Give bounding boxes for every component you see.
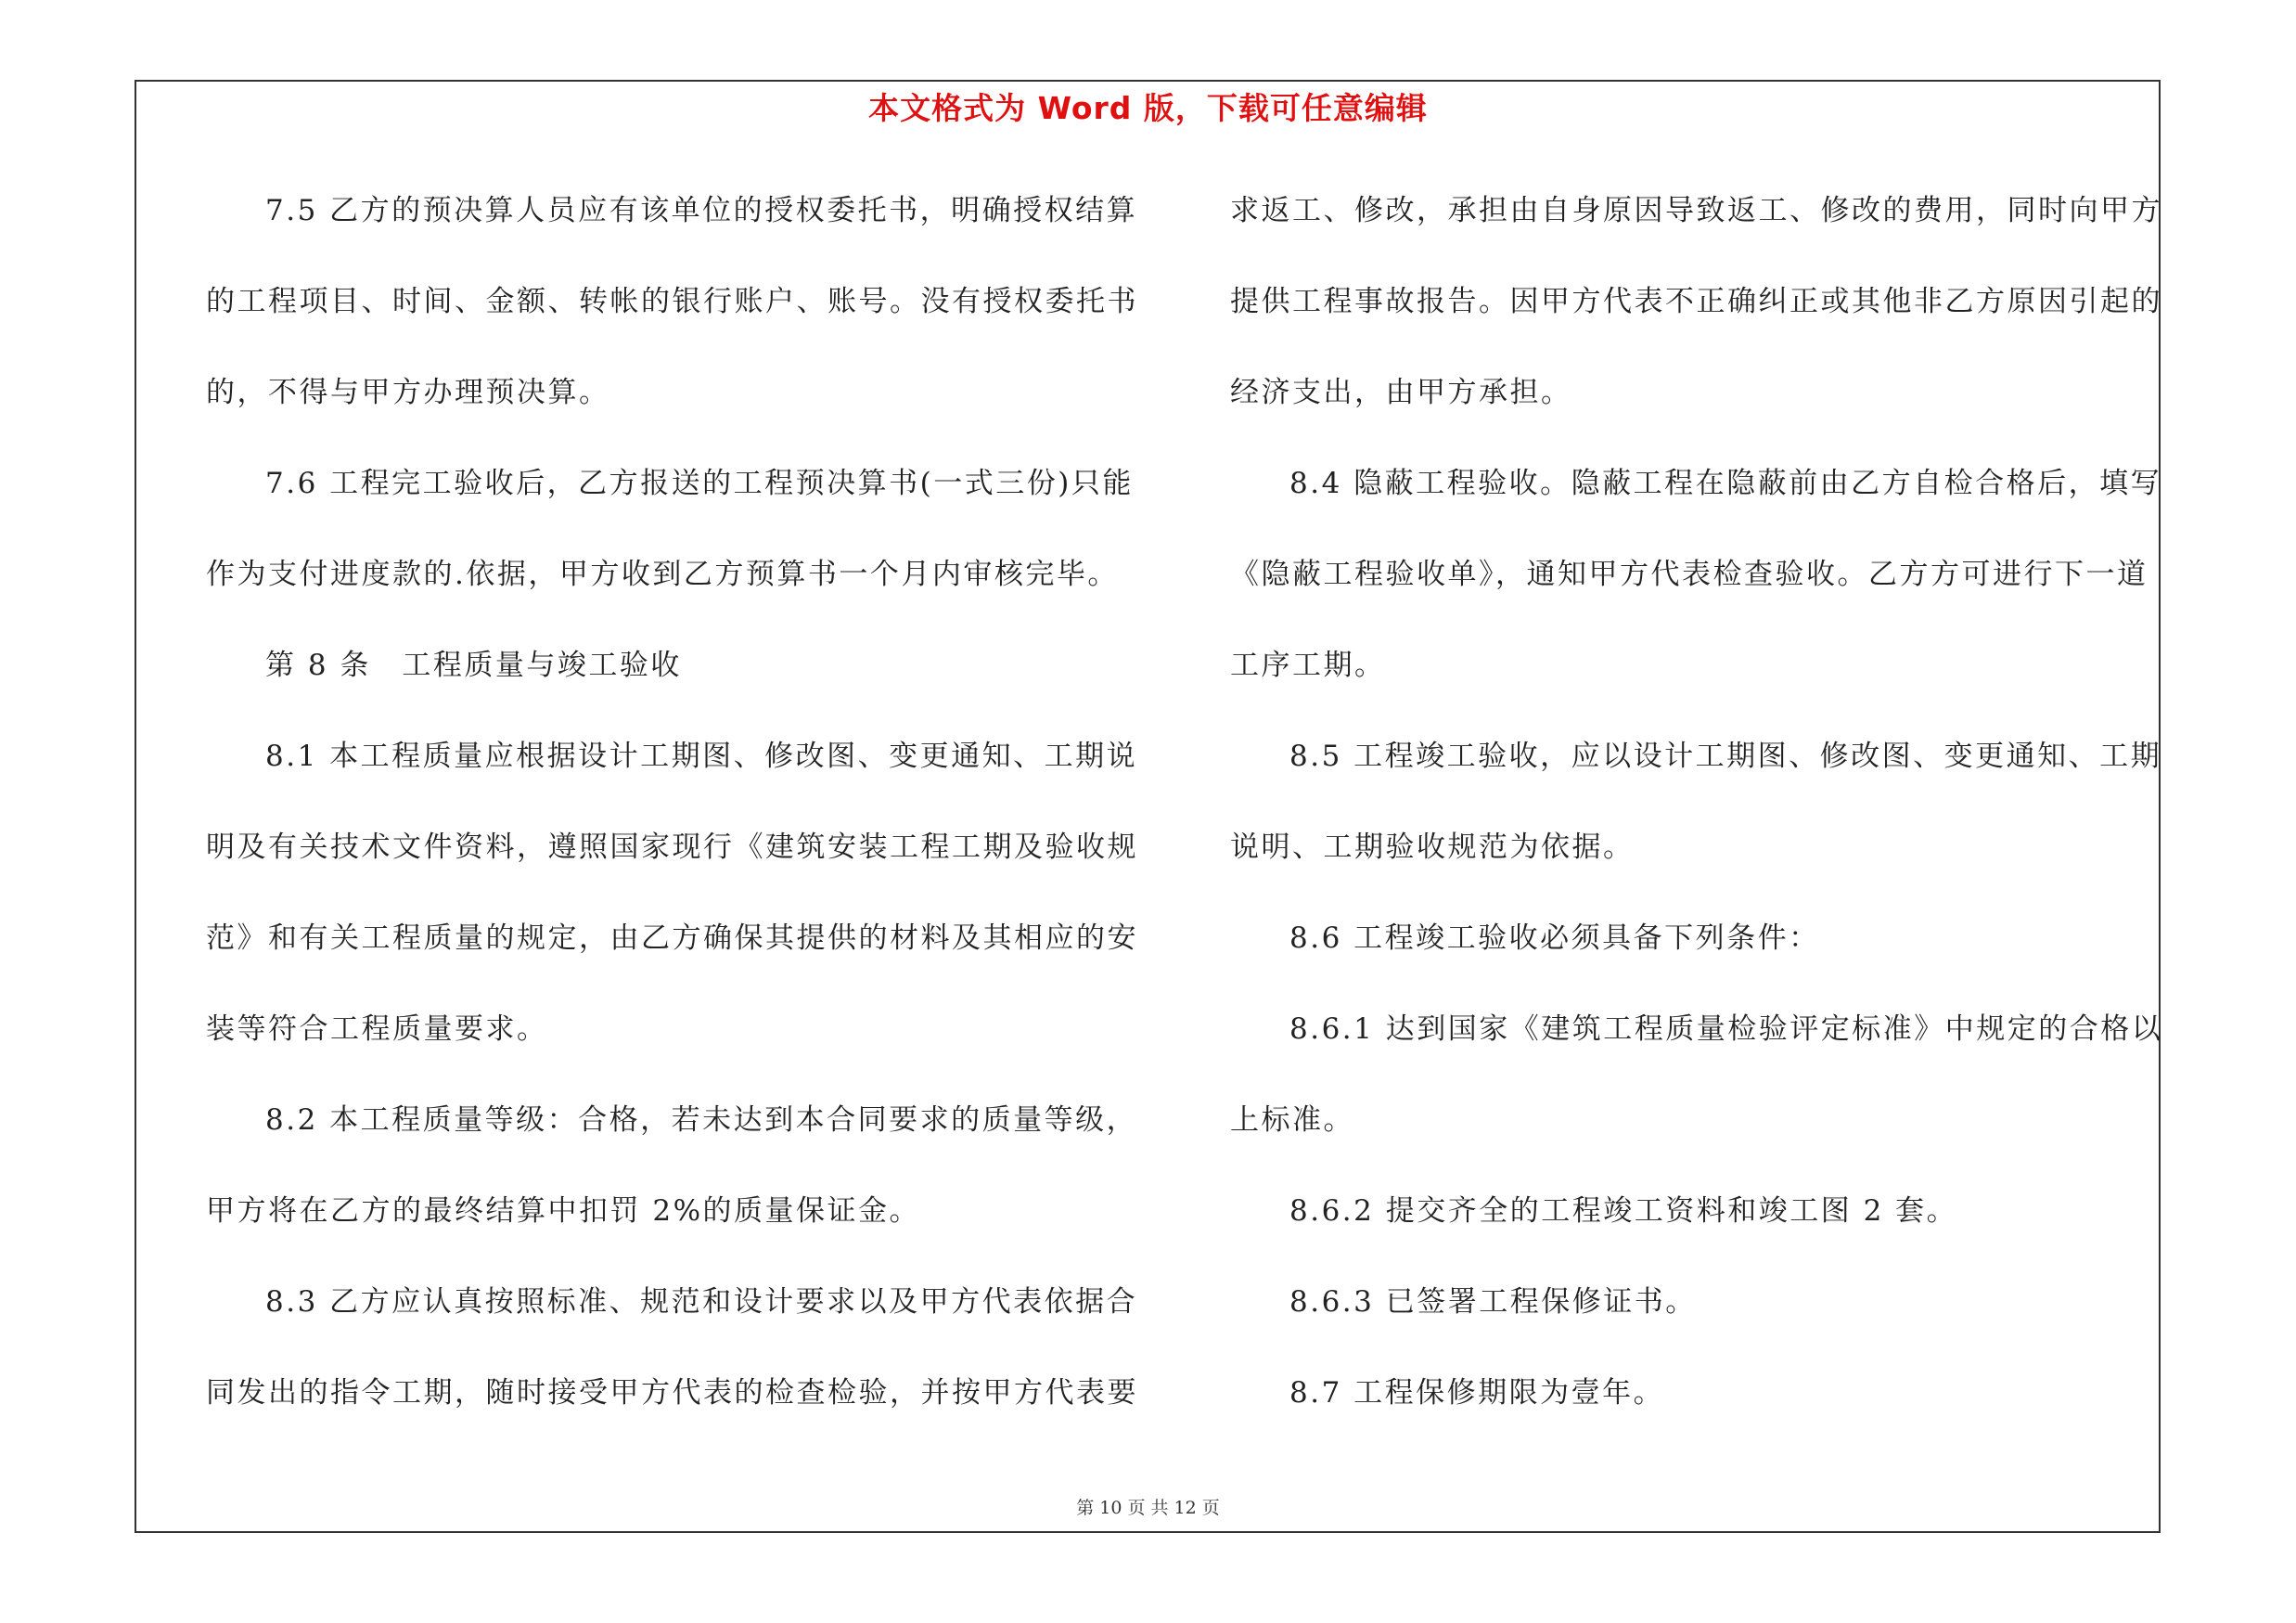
left-line-10: 装等符合工程质量要求。: [206, 1012, 548, 1046]
right-line-14: 8.7 工程保修期限为壹年。: [1289, 1376, 1665, 1410]
right-column: [1230, 184, 2163, 1457]
right-line-9: 8.6 工程竣工验收必须具备下列条件：: [1289, 921, 1820, 955]
right-line-11: 上标准。: [1230, 1103, 1354, 1137]
right-line-5: 《隐蔽工程验收单》，通知甲方代表检查验收。乙方方可进行下一道: [1230, 558, 2148, 591]
left-line-3: 的，不得与甲方办理预决算。: [206, 376, 610, 409]
left-line-4: 7.6 工程完工验收后，乙方报送的工程预决算书(一式三份)只能: [265, 467, 1134, 500]
right-line-4: 8.4 隐蔽工程验收。隐蔽工程在隐蔽前由乙方自检合格后，填写: [1289, 467, 2162, 500]
page-number-footer: 第 10 页 共 12 页: [1076, 1498, 1220, 1518]
right-line-12: 8.6.2 提交齐全的工程竣工资料和竣工图 2 套。: [1289, 1194, 1958, 1228]
right-line-3: 经济支出，由甲方承担。: [1230, 376, 1572, 409]
left-line-6: 第 8 条 工程质量与竣工验收: [265, 649, 682, 682]
right-line-2: 提供工程事故报告。因甲方代表不正确纠正或其他非乙方原因引起的: [1230, 285, 2162, 318]
left-line-12: 甲方将在乙方的最终结算中扣罚 2%的质量保证金。: [206, 1194, 921, 1228]
right-line-10: 8.6.1 达到国家《建筑工程质量检验评定标准》中规定的合格以: [1289, 1012, 2163, 1046]
right-line-13: 8.6.3 已签署工程保修证书。: [1289, 1285, 1697, 1319]
right-line-7: 8.5 工程竣工验收，应以设计工期图、修改图、变更通知、工期: [1289, 740, 2162, 773]
right-line-1: 求返工、修改，承担由自身原因导致返工、修改的费用，同时向甲方: [1230, 194, 2162, 227]
right-line-6: 工序工期。: [1230, 649, 1386, 682]
left-line-2: 的工程项目、时间、金额、转帐的银行账户、账号。没有授权委托书: [206, 285, 1138, 318]
left-line-9: 范》和有关工程质量的规定，由乙方确保其提供的材料及其相应的安: [206, 921, 1138, 955]
left-line-1: 7.5 乙方的预决算人员应有该单位的授权委托书，明确授权结算: [265, 194, 1138, 227]
left-line-8: 明及有关技术文件资料，遵照国家现行《建筑安装工程工期及验收规: [206, 831, 1138, 864]
format-banner: 本文格式为 Word 版，下载可任意编辑: [868, 90, 1428, 126]
left-line-13: 8.3 乙方应认真按照标准、规范和设计要求以及甲方代表依据合: [265, 1285, 1138, 1319]
right-line-8: 说明、工期验收规范为依据。: [1230, 831, 1635, 864]
left-column: [206, 184, 1138, 1457]
left-line-11: 8.2 本工程质量等级：合格，若未达到本合同要求的质量等级，: [265, 1103, 1138, 1137]
left-line-14: 同发出的指令工期，随时接受甲方代表的检查检验，并按甲方代表要: [206, 1376, 1138, 1410]
left-line-7: 8.1 本工程质量应根据设计工期图、修改图、变更通知、工期说: [265, 740, 1138, 773]
left-line-5: 作为支付进度款的.依据，甲方收到乙方预算书一个月内审核完毕。: [206, 558, 1119, 591]
